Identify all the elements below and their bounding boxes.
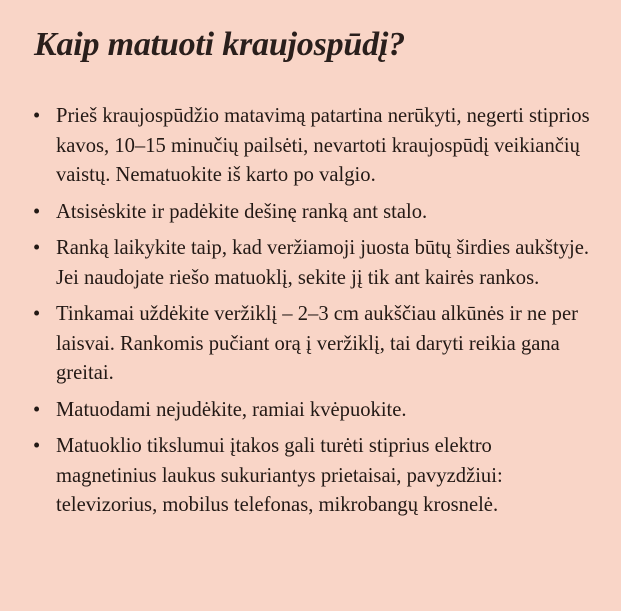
list-item	[28, 396, 593, 426]
bullet-icon: •	[33, 237, 41, 259]
list-item	[28, 102, 593, 191]
list-item-text: Atsisėskite ir padėkite dešinę ranką ant stalo.	[56, 200, 428, 223]
list-item-text: Ranką laikykite taip, kad veržiamoji juosta būtų širdies aukštyje. Jei naudojate riešo matuoklį, sekite jį tik ant kairės rankos.	[56, 237, 590, 289]
list-item-text: Prieš kraujospūdžio matavimą patartina nerūkyti, negerti stiprios kavos, 10–15 minučių pailsėti, nevartoti kraujospūdį veikiančių vaistų. Nematuokite iš karto po valgio.	[56, 105, 590, 186]
bullet-icon: •	[33, 303, 41, 325]
list-item-text: Matuodami nejudėkite, ramiai kvėpuokite.	[56, 398, 407, 421]
list-item	[28, 432, 593, 521]
tips-list	[28, 102, 593, 528]
list-item	[28, 234, 593, 293]
list-item	[28, 198, 593, 228]
bullet-icon: •	[33, 398, 41, 421]
bullet-icon: •	[33, 200, 41, 223]
bullet-icon: •	[33, 105, 41, 127]
list-item-text: Tinkamai uždėkite veržiklį – 2–3 cm aukščiau alkūnės ir ne per laisvai. Rankomis pučiant orą į veržiklį, tai daryti reikia gana greitai.	[56, 303, 578, 384]
page-title: Kaip matuoti kraujospūdį?	[34, 26, 405, 63]
bullet-icon: •	[33, 435, 41, 457]
list-item-text: Matuoklio tikslumui įtakos gali turėti stiprius elektro magnetinius laukus sukuriantys prietaisai, pavyzdžiui: televizorius, mobilus telefonas, mikrobangų krosnelė.	[56, 435, 503, 516]
list-item	[28, 300, 593, 389]
